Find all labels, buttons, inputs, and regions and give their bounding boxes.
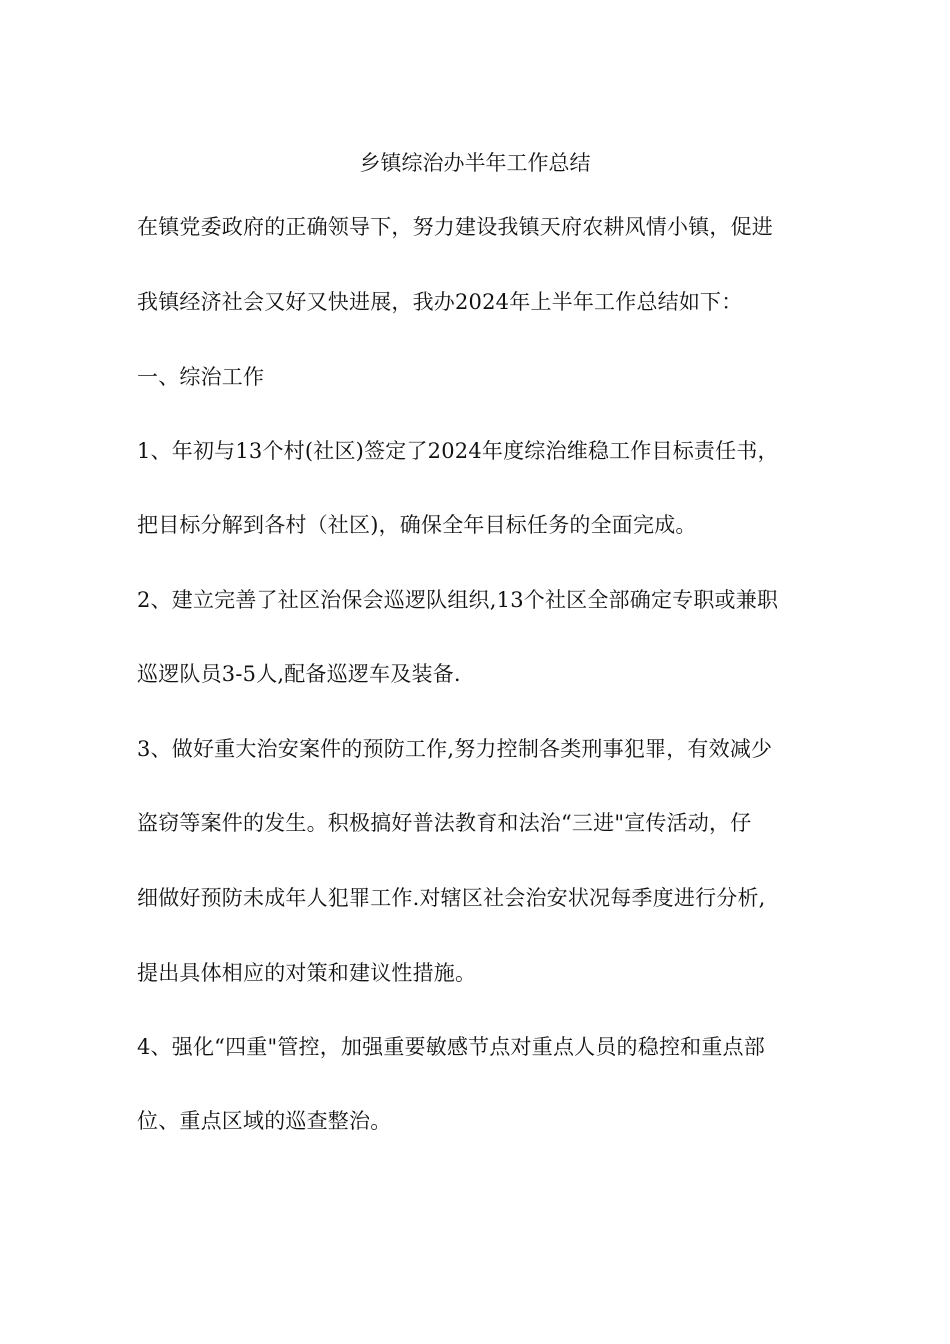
paragraph-line: 我镇经济社会又好又快进展，我办2024年上半年工作总结如下： [137, 290, 743, 314]
section-heading: 一、综治工作 [137, 365, 265, 389]
paragraph-line: 把目标分解到各村（社区)，确保全年目标任务的全面完成。 [137, 513, 697, 537]
paragraph-line: 2、建立完善了社区治保会巡逻队组织,13个社区全部确定专职或兼职 [137, 588, 779, 612]
paragraph-line: 巡逻队员3-5人,配备巡逻车及装备. [137, 662, 461, 686]
document-title: 乡镇综治办半年工作总结 [359, 151, 591, 175]
paragraph-line: 盗窃等案件的发生。积极搞好普法教育和法治“三进"宣传活动，仔 [137, 811, 752, 835]
paragraph-line: 提出具体相应的对策和建议性措施。 [137, 961, 477, 985]
paragraph-line: 3、做好重大治安案件的预防工作,努力控制各类刑事犯罪，有效减少 [137, 737, 773, 761]
paragraph-line: 在镇党委政府的正确领导下，努力建设我镇天府农耕风情小镇，促进 [137, 215, 773, 239]
paragraph-line: 位、重点区域的巡查整治。 [137, 1109, 392, 1133]
paragraph-line: 1、年初与13个村(社区)签定了2024年度综治维稳工作目标责任书， [137, 439, 779, 463]
paragraph-line: 4、强化“四重"管控，加强重要敏感节点对重点人员的稳控和重点部 [137, 1035, 765, 1059]
paragraph-line: 细做好预防未成年人犯罪工作.对辖区社会治安状况每季度进行分析, [137, 886, 766, 910]
